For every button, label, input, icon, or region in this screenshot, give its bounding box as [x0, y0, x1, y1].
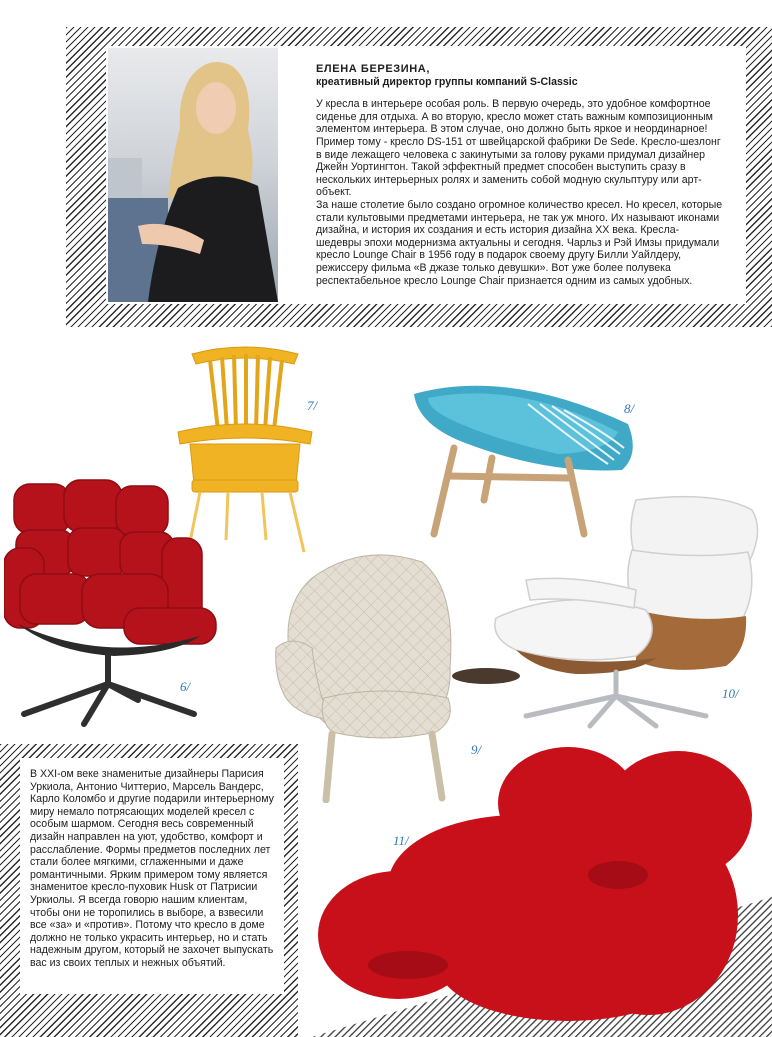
bubble-red-chair-image	[318, 745, 758, 1035]
intro-paragraph-1: У кресла в интерьере особая роль. В первую очередь, это удобное комфортное сиденье для отдыха. А во вторую, кресло может стать важным композиционным элементом интерьера. В этом случае, оно должно быть яркое и неординарное! Пример тому - кресло DS-151 от швейцарской фабрики De Sede. Кресло-шезлонг в виде лежащего человека с закинутыми за голову руками придумал дизайнер Джейн Уортингтон. Такой эффектный предмет способен выступить сразу в нескольких интерьерных ролях и заменить собой модную скульптуру или арт-объект.	[316, 98, 721, 199]
bottom-paragraph: В XXI-ом веке знаменитые дизайнеры Парисия Уркиола, Антонио Читтерио, Марсель Вандерс, Карло Коломбо и другие подарили интерьерному миру немало потрясающих моделей кресел с особым шармом. Сегодня весь современный дизайн направлен на уют, удобство, комфорт и расслабление. Формы предметов последних лет стали более мягкими, сглаженными и даже романтичными. Ярким примером тому является знаменитое кресло-пуховик Husk от Патрисии Уркиолы. Я всегда говорю нашим клиентам, чтобы они не торопились в выборе, а взвесили все «за» и «против». Потому что кресло в доме должно не только украсить интерьер, но и стать надежным другом, который не захочет выпускать вас из своих теплых и нежных объятий.	[30, 768, 274, 969]
author-portrait-photo	[108, 48, 278, 302]
item-number-6: 6/	[180, 679, 191, 694]
author-role: креативный директор группы компаний S-Classic	[316, 75, 578, 88]
author-name: ЕЛЕНА БЕРЕЗИНА,	[316, 63, 430, 75]
item-number-8: 8/	[624, 401, 635, 416]
intro-paragraph-2: За наше столетие было создано огромное количество кресел. Но кресел, которые стали культовыми предметами интерьера, не так уж много. Их называют иконами дизайна, и история их создания и есть история дизайна XX века. Кресла-шедевры эпохи модернизма актуальны и сегодня. Чарльз и Рэй Имзы придумали кресло Lounge Chair в 1956 году в подарок своему другу Билли Уайлдеру, режиссеру фильма «В джазе только девушки». Вот уже более полувека респектабельное кресло Lounge Chair признается одним из самых удобных.	[316, 198, 723, 287]
item-number-10: 10/	[722, 686, 739, 701]
item-number-11: 11/	[393, 833, 409, 848]
item-number-9: 9/	[471, 742, 482, 757]
intro-text-block	[316, 63, 724, 287]
face-shape	[196, 82, 236, 134]
item-number-7: 7/	[307, 398, 318, 413]
bottom-text-block	[30, 768, 280, 970]
